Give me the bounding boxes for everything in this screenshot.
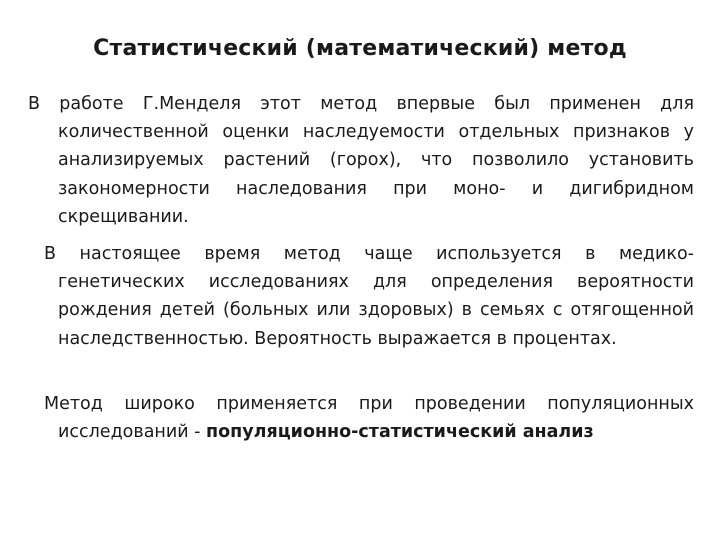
paragraph-medical-genetics: В настоящее время метод чаще используется в медико-генетических исследованиях для определения вероятности рождения детей (больных или здоровых) в семьях с отягощенной наследственностью. Вероятность выражается в процентах. — [44, 244, 694, 349]
paragraph-mendel: В работе Г.Менделя этот метод впервые был применен для количественной оценки наследуемости отдельных признаков у анализируемых растений (горох), что позволило установить закономерности наследования при моно- и дигибридном скрещивании. — [28, 94, 694, 227]
paragraph-population-text: Метод широко применяется при проведении популяционных исследований - — [44, 394, 694, 443]
slide-title: Статистический (математический) метод — [93, 36, 627, 61]
highlight-term: популяционно-статистический анализ — [206, 422, 594, 443]
paragraph-population — [44, 390, 694, 446]
